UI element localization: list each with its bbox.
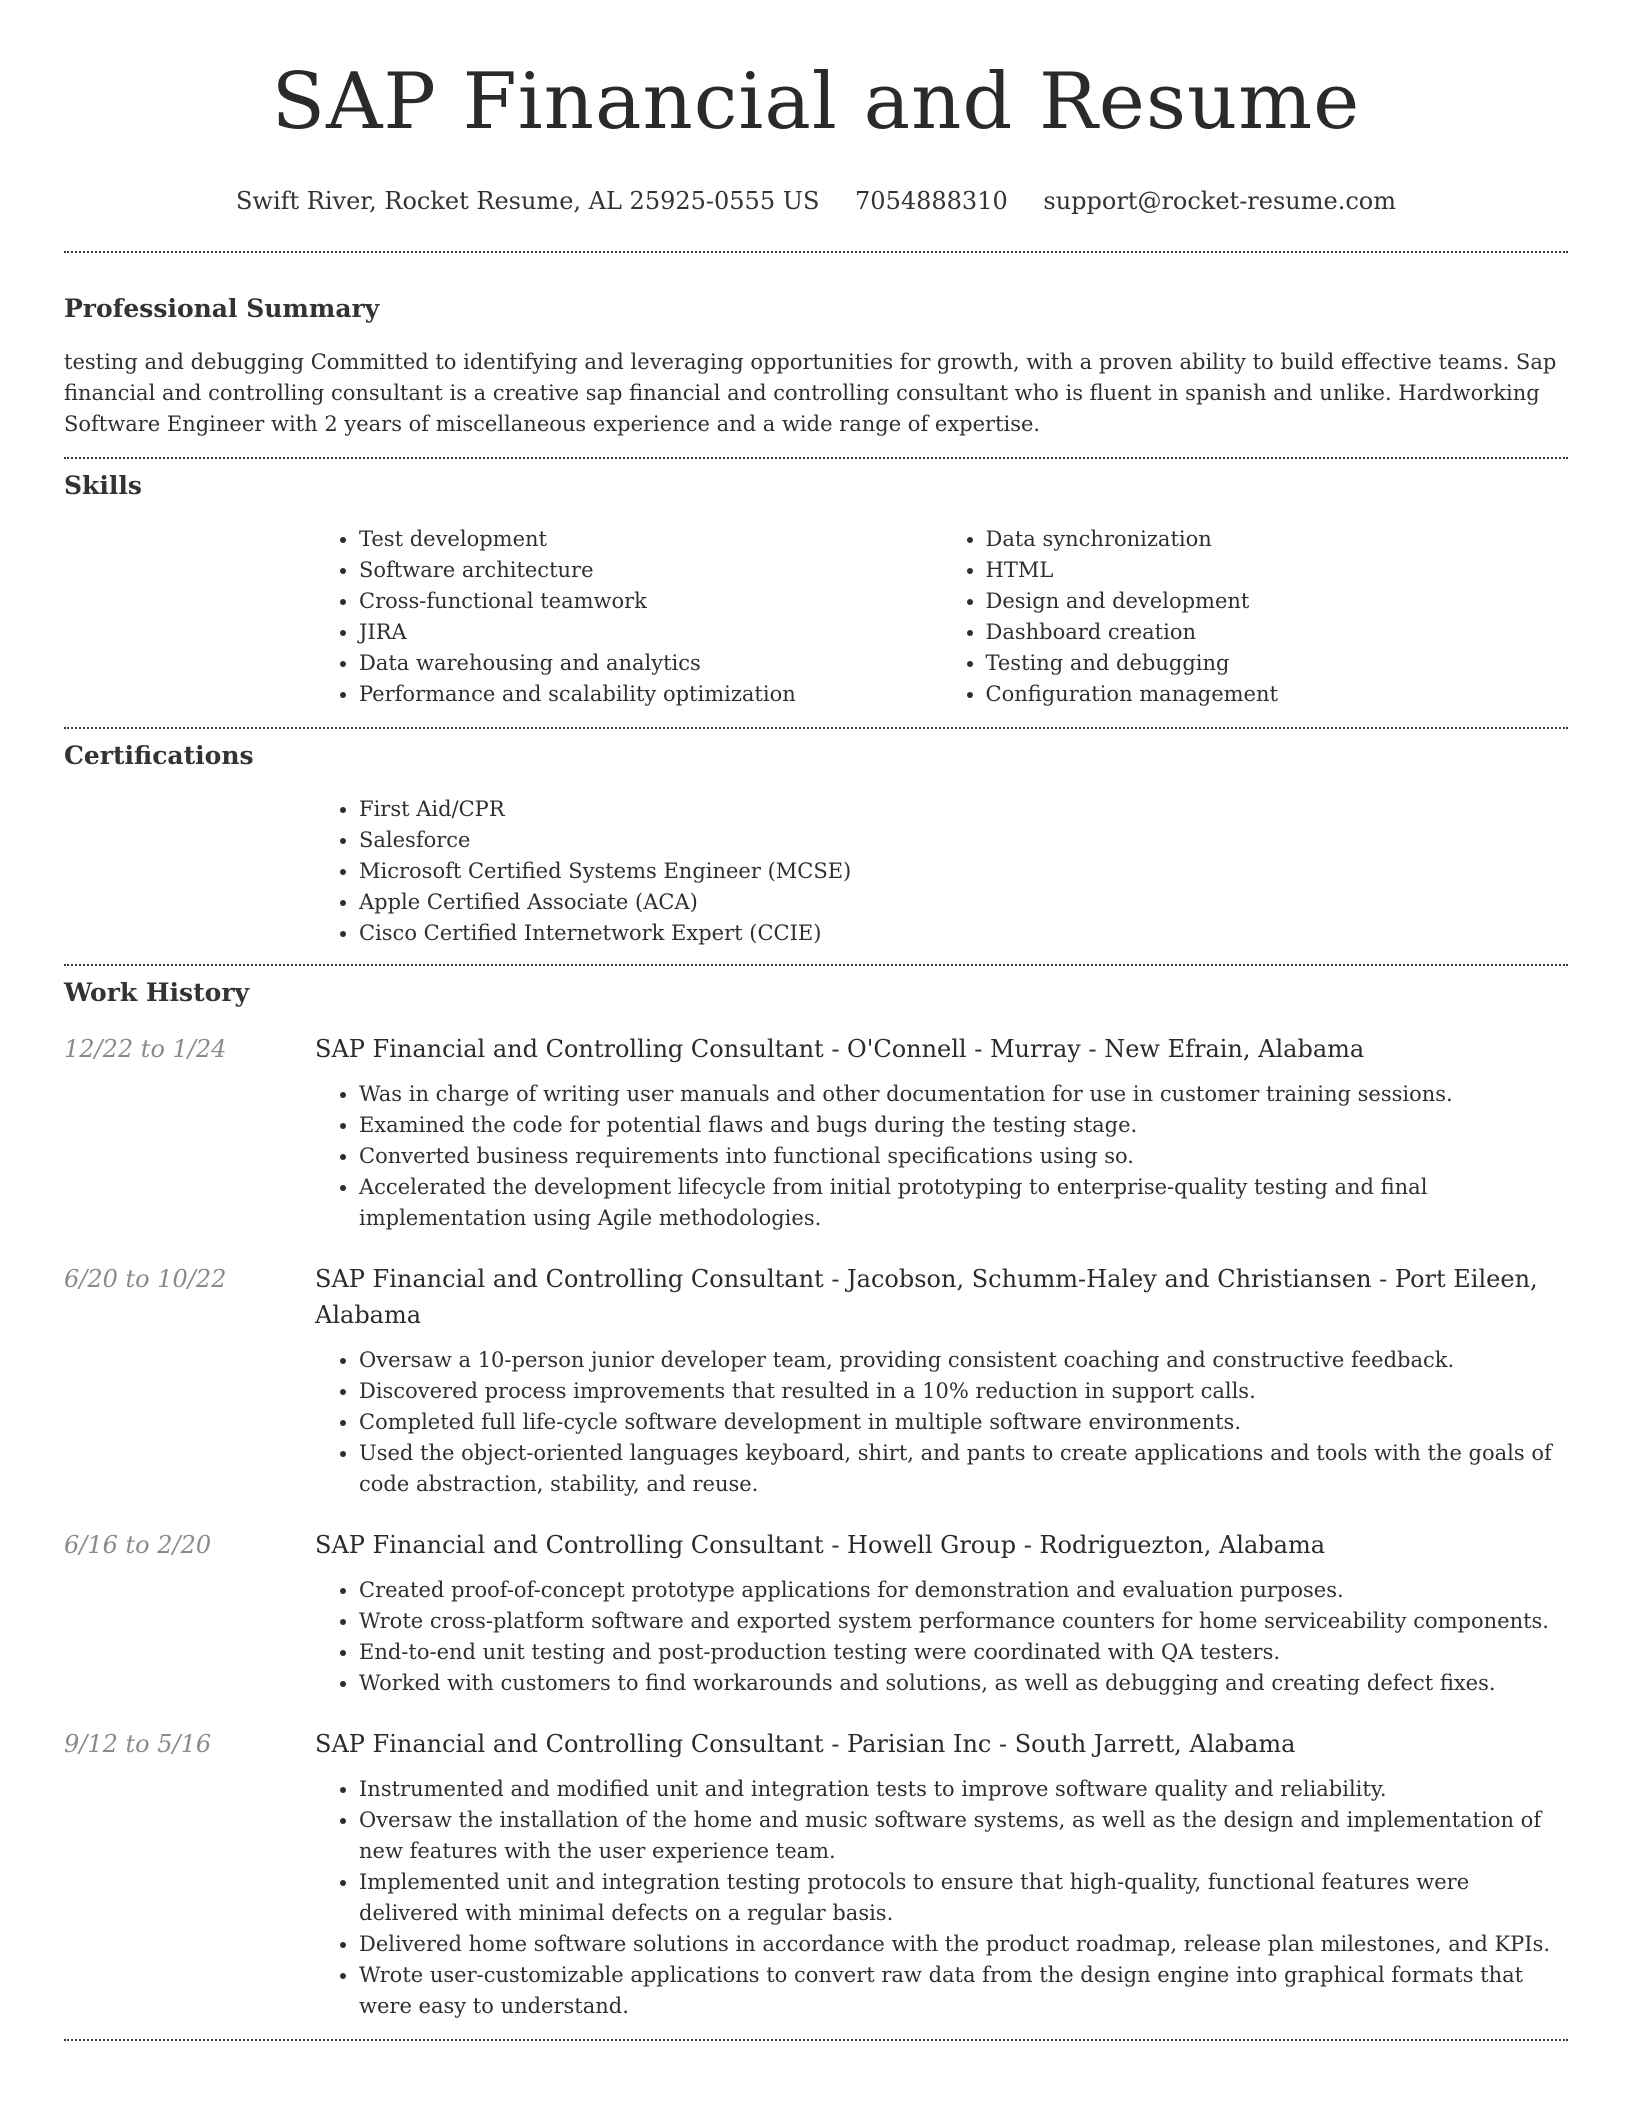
job-entry (64, 1261, 1568, 1500)
skills-list-left (315, 524, 942, 710)
section-title-skills: Skills (64, 471, 142, 500)
job-dates: 12/22 to 1/24 (64, 1035, 227, 1063)
divider (64, 2039, 1568, 2041)
certification-item: • First Aid/CPR (359, 794, 1568, 825)
job-body (315, 1527, 1568, 1699)
work-history-section (64, 977, 1568, 2022)
job-bullet: • Created proof-of-concept prototype applications for demonstration and evaluation purposes. (359, 1575, 1568, 1606)
job-heading (315, 1261, 1568, 1333)
skill-item: • Cross-functional teamwork (359, 586, 942, 617)
divider (64, 964, 1568, 966)
section-title-work-history: Work History (64, 978, 250, 1007)
job-bullets (315, 1079, 1568, 1234)
skill-item: • Dashboard creation (986, 617, 1569, 648)
job-bullet: • Converted business requirements into functional specifications using so. (359, 1141, 1568, 1172)
skills-columns (315, 524, 1568, 710)
job-bullet: • Delivered home software solutions in accordance with the product roadmap, release plan milestones, and KPIs. (359, 1929, 1568, 1960)
job-employer: - Howell Group - Rodriguezton, Alabama (823, 1531, 1326, 1559)
skills-list-right (942, 524, 1569, 710)
job-bullet: • Discovered process improvements that resulted in a 10% reduction in support calls. (359, 1376, 1568, 1407)
job-bullet: • Oversaw a 10-person junior developer team, providing consistent coaching and constructive feedback. (359, 1345, 1568, 1376)
skill-item: • Data warehousing and analytics (359, 648, 942, 679)
job-heading (315, 1726, 1568, 1762)
job-bullet: • Accelerated the development lifecycle from initial prototyping to enterprise-quality testing and final implementation using Agile methodologies. (359, 1172, 1568, 1234)
contact-email: support@rocket-resume.com (1043, 187, 1396, 215)
certifications-section (64, 740, 1568, 949)
summary-section (64, 293, 1568, 440)
certification-item: • Salesforce (359, 825, 1568, 856)
certification-item: • Apple Certified Associate (ACA) (359, 887, 1568, 918)
job-bullet: • Wrote user-customizable applications to convert raw data from the design engine into graphical formats that were easy to understand. (359, 1960, 1568, 2022)
certifications-list (315, 794, 1568, 949)
contact-address: Swift River, Rocket Resume, AL 25925-0555 US (235, 187, 820, 215)
skill-item: • Test development (359, 524, 942, 555)
contact-line (0, 186, 1632, 216)
job-bullet: • Wrote cross-platform software and exported system performance counters for home serviceability components. (359, 1606, 1568, 1637)
skill-item: • JIRA (359, 617, 942, 648)
job-bullet: • Oversaw the installation of the home and music software systems, as well as the design and implementation of new features with the user experience team. (359, 1805, 1568, 1867)
job-bullet: • Worked with customers to find workarounds and solutions, as well as debugging and creating defect fixes. (359, 1668, 1568, 1699)
job-heading (315, 1031, 1568, 1067)
skill-item: • Design and development (986, 586, 1569, 617)
job-bullets (315, 1345, 1568, 1500)
job-title: SAP Financial and Controlling Consultant (315, 1035, 824, 1063)
contact-phone: 7054888310 (855, 187, 1008, 215)
job-title: SAP Financial and Controlling Consultant (315, 1531, 824, 1559)
job-dates: 9/12 to 5/16 (64, 1730, 212, 1758)
skill-item: • HTML (986, 555, 1569, 586)
skills-section (64, 470, 1568, 710)
job-bullet: • Completed full life-cycle software development in multiple software environments. (359, 1407, 1568, 1438)
job-dates: 6/16 to 2/20 (64, 1531, 212, 1559)
job-bullet: • Was in charge of writing user manuals and other documentation for use in customer training sessions. (359, 1079, 1568, 1110)
summary-text: testing and debugging Committed to identifying and leveraging opportunities for growth, with a proven ability to build effective teams. Sap financial and controlling consultant is a creative sap financial and controlling consultant who is fluent in spanish and unlike. Hardworking Software Engineer with 2 years of miscellaneous experience and a wide range of expertise. (64, 350, 1557, 436)
job-entry (64, 1031, 1568, 1234)
job-entry (64, 1726, 1568, 2022)
job-body (315, 1261, 1568, 1500)
skill-item: • Software architecture (359, 555, 942, 586)
job-title: SAP Financial and Controlling Consultant (315, 1730, 824, 1758)
skill-item: • Performance and scalability optimization (359, 679, 942, 710)
job-employer: - Parisian Inc - South Jarrett, Alabama (823, 1730, 1296, 1758)
job-title: SAP Financial and Controlling Consultant (315, 1265, 824, 1293)
certification-item: • Cisco Certified Internetwork Expert (CCIE) (359, 918, 1568, 949)
skill-item: • Testing and debugging (986, 648, 1569, 679)
section-title-summary: Professional Summary (64, 294, 380, 323)
job-bullets (315, 1774, 1568, 2022)
job-employer: - Jacobson, Schumm-Haley and Christiansen - Port Eileen, Alabama (315, 1265, 1538, 1329)
divider (64, 727, 1568, 729)
section-title-certifications: Certifications (64, 741, 254, 770)
job-bullet: • Implemented unit and integration testing protocols to ensure that high-quality, functional features were delivered with minimal defects on a regular basis. (359, 1867, 1568, 1929)
job-body (315, 1726, 1568, 2022)
job-bullet: • Used the object-oriented languages keyboard, shirt, and pants to create applications and tools with the goals of code abstraction, stability, and reuse. (359, 1438, 1568, 1500)
job-bullet: • End-to-end unit testing and post-production testing were coordinated with QA testers. (359, 1637, 1568, 1668)
divider (64, 457, 1568, 459)
skill-item: • Configuration management (986, 679, 1569, 710)
divider (64, 251, 1568, 253)
resume-name: SAP Financial and Resume (271, 57, 1361, 147)
job-bullets (315, 1575, 1568, 1699)
job-bullet: • Examined the code for potential flaws and bugs during the testing stage. (359, 1110, 1568, 1141)
job-heading (315, 1527, 1568, 1563)
job-bullet: • Instrumented and modified unit and integration tests to improve software quality and reliability. (359, 1774, 1568, 1805)
certification-item: • Microsoft Certified Systems Engineer (MCSE) (359, 856, 1568, 887)
skill-item: • Data synchronization (986, 524, 1569, 555)
job-entry (64, 1527, 1568, 1699)
job-dates: 6/20 to 10/22 (64, 1265, 227, 1293)
job-employer: - O'Connell - Murray - New Efrain, Alabama (823, 1035, 1365, 1063)
job-body (315, 1031, 1568, 1234)
